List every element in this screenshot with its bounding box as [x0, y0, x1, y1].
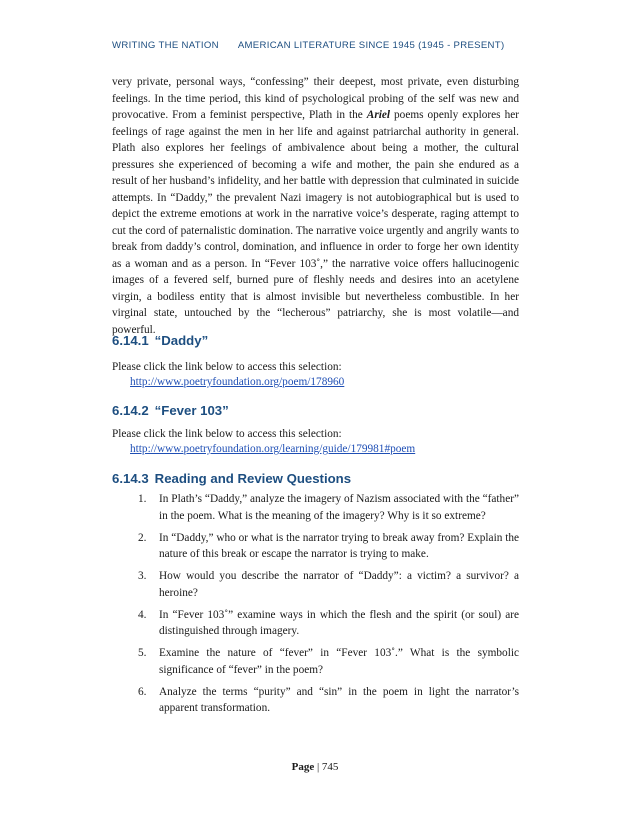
- question-number: 3.: [138, 570, 147, 582]
- section-heading-questions: [112, 471, 351, 486]
- section-heading-daddy: [112, 333, 208, 348]
- question-item: [138, 491, 519, 524]
- section-number: 6.14.2: [112, 403, 149, 418]
- page-number: 745: [321, 761, 339, 773]
- page-separator: |: [314, 761, 322, 773]
- question-text: In “Daddy,” who or what is the narrator trying to break away from? Explain the nature of this break or escape the narrator is trying to make.: [159, 531, 519, 560]
- question-item: [138, 645, 519, 678]
- section-intro-fever: Please click the link below to access this selection:: [112, 428, 342, 440]
- section-number: 6.14.3: [112, 471, 149, 486]
- body-paragraph: [112, 74, 519, 338]
- question-number: 6.: [138, 685, 147, 698]
- question-text: Examine the nature of “fever” in “Fever 103˚.” What is the symbolic significance of “fever” in the poem?: [159, 647, 519, 676]
- section-heading-fever: [112, 403, 229, 418]
- body-text-part-1: very private, personal ways, “confessing” their deepest, most private, even disturbing feelings. In the time period, this kind of psychological probing of the self was new and provocative. From a feminist perspective, Plath in the: [112, 76, 519, 121]
- body-paragraph-block: [112, 74, 519, 338]
- question-text: In Plath’s “Daddy,” analyze the imagery of Nazism associated with the “father” in the poem. What is the meaning of the imagery? Why is it so extreme?: [159, 493, 519, 522]
- poem-link-daddy[interactable]: http://www.poetryfoundation.org/poem/178960: [130, 376, 345, 388]
- section-title: “Fever 103”: [154, 403, 229, 418]
- question-item: [138, 530, 519, 563]
- section-title: “Daddy”: [154, 333, 209, 348]
- poem-link-fever[interactable]: http://www.poetryfoundation.org/learning/guide/179981#poem: [130, 443, 416, 455]
- question-text: Analyze the terms “purity” and “sin” in the poem in light the narrator’s apparent transformation.: [159, 685, 519, 714]
- question-item: [138, 684, 519, 717]
- question-number: 2.: [138, 531, 147, 544]
- review-questions-list: [138, 491, 519, 722]
- question-text: How would you describe the narrator of “Daddy”: a victim? a survivor? a heroine?: [159, 570, 519, 599]
- running-header: [112, 40, 522, 51]
- body-text-part-2: poems openly explores her feelings of rage against the men in her life and against patriarchal authority in general. Plath also explores her feelings of ambivalence about being a mother, the cultural pressures she experienced of becoming a wife and mother, the pain she endured as a result of her husband’s infidelity, and her battle with depression that culminated in suicide attempts. In “Daddy,” the prevalent Nazi imagery is not autobiographical but is used to depict the extreme emotions at work in the narrative voice’s desperate, raging attempt to cut the cord of paternalistic domination. The narrative voice urgently and angrily wants to break from daddy’s control, domination, and influence in order to forge her own identity as a woman and as a person. In “Fever 103˚,” the narrative voice offers hallucinogenic images of a fevered self, burned pure of fleshly needs and desires into an acetylene virgin, a bodiless entity that is almost invisible but nevertheless combustible. In her virginal state, untouched by the “lecherous” patriarchy, she is most volatile—and powerful.: [112, 109, 519, 336]
- question-number: 5.: [138, 647, 147, 659]
- question-number: 1.: [138, 493, 147, 505]
- running-header-right: AMERICAN LITERATURE SINCE 1945 (1945 - PRESENT): [237, 40, 505, 51]
- section-number: 6.14.1: [112, 333, 149, 348]
- question-text: In “Fever 103˚” examine ways in which the flesh and the spirit (or soul) are distinguished through imagery.: [159, 608, 519, 637]
- body-italic-title: Ariel: [366, 109, 391, 121]
- section-title: Reading and Review Questions: [154, 471, 352, 486]
- page-label: Page: [291, 761, 315, 773]
- question-item: [138, 568, 519, 601]
- section-intro-daddy: Please click the link below to access this selection:: [112, 361, 342, 373]
- page-footer: [0, 761, 630, 773]
- question-item: [138, 607, 519, 640]
- running-header-left: WRITING THE NATION: [112, 40, 219, 51]
- question-number: 4.: [138, 608, 147, 621]
